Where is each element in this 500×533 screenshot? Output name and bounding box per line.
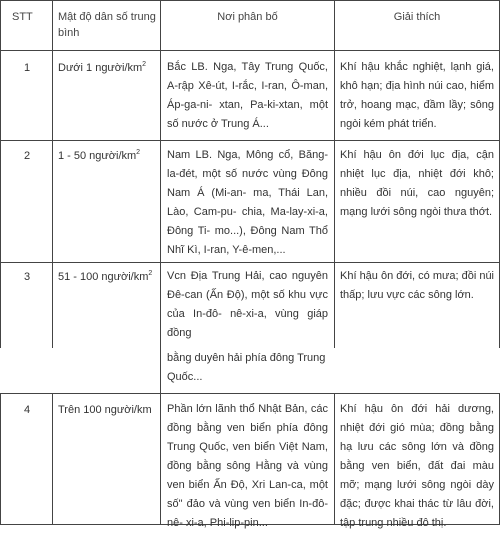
row-1-density-value: Dưới 1 người/km (58, 62, 143, 74)
column-divider (160, 0, 161, 524)
column-divider (52, 0, 53, 348)
row-3-stt: 3 (24, 271, 31, 283)
row-divider (0, 140, 500, 141)
row-1-explanation: Khí hậu khắc nghiệt, lạnh giá, khô hạn; địa hình núi cao, hiểm trở, hoang mạc, đầm lầy; sông ngòi kém phát triển. (340, 61, 494, 130)
row-divider (0, 393, 500, 394)
row-2-density (58, 147, 158, 166)
row-4-density (58, 401, 158, 420)
row-1-stt: 1 (24, 62, 31, 74)
row-2-stt: 2 (24, 150, 31, 162)
table-border-left (0, 0, 1, 348)
column-divider (334, 393, 335, 524)
row-3-explanation: Khí hậu ôn đới, có mưa; đồi núi thấp; lưu vực các sông lớn. (340, 270, 494, 301)
header-stt: STT (12, 11, 33, 23)
row-2-explanation: Khí hậu ôn đới lục địa, cận nhiệt lục địa, nhiệt đới khô; nhiều đồi núi, cao nguyên; mạng lưới sông ngòi thưa thớt. (340, 149, 494, 218)
row-3-distribution: Vcn Địa Trung Hải, cao nguyên Đê-can (Ấn Độ), một số khu vực của In-đô- nê-xi-a, vùng giáp đồng (167, 270, 328, 339)
row-1-distribution: Bắc LB. Nga, Tây Trung Quốc, A-rập Xê-út, I-rắc, I-ran, Ô-man, Áp-ga-ni- xtan, Pa-ki-xtan, một số nước ở Trung Á... (167, 61, 328, 130)
row-4-density-value: Trên 100 người/km (58, 404, 152, 416)
header-explanation: Giải thích (393, 11, 441, 23)
row-3-density-exponent: 2 (148, 270, 153, 277)
header-density: Mật độ dân số trung bình (58, 11, 156, 39)
table-border-left (0, 393, 1, 524)
row-2-density-exponent: 2 (136, 149, 141, 156)
row-3-distribution-continued: bằng duyên hải phía đông Trung Quốc... (167, 352, 326, 383)
column-divider (52, 393, 53, 524)
row-2-density-value: 1 - 50 người/km (58, 150, 137, 162)
row-4-stt: 4 (24, 404, 31, 416)
header-distribution: Nơi phân bố (217, 11, 278, 23)
row-2-distribution: Nam LB. Nga, Mông cổ, Băng-la-đét, một số nước vùng Đông Nam Á (Mi-an- ma, Thái Lan, Lào, Cam-pu- chia, Ma-lay-xi-a, Đông Ti- mo...), Đông Nam Thổ Nhĩ Kì, I-ran, Y-ê-men,... (167, 149, 328, 256)
row-divider (0, 262, 500, 263)
row-divider (0, 50, 500, 51)
column-divider (334, 0, 335, 348)
table-border-top (0, 0, 500, 1)
row-1-density-exponent: 2 (142, 61, 147, 68)
row-3-density (58, 268, 158, 287)
row-1-density (58, 59, 158, 78)
row-4-distribution: Phần lớn lãnh thổ Nhật Bản, các đồng bằng ven biển phía đông Trung Quốc, ven biển Việt Nam, đồng bằng sông Hằng và vùng ven biển Ấn Độ, Xri Lan-ca, một số" đảo và vùng ven biển In-đô-nê- xi-a, Phi-lip-pin... (167, 403, 328, 529)
row-3-density-value: 51 - 100 người/km (58, 271, 149, 283)
row-4-explanation: Khí hậu ôn đới hải dương, nhiệt đới gió mùa; đồng bằng hạ lưu các sông lớn và đồng bằng ven biển, đất đai màu mỡ; mạng lưới sông ngòi dày đặc; được khai thác từ lâu đời, tập trung nhiều đô thị. (340, 403, 494, 529)
